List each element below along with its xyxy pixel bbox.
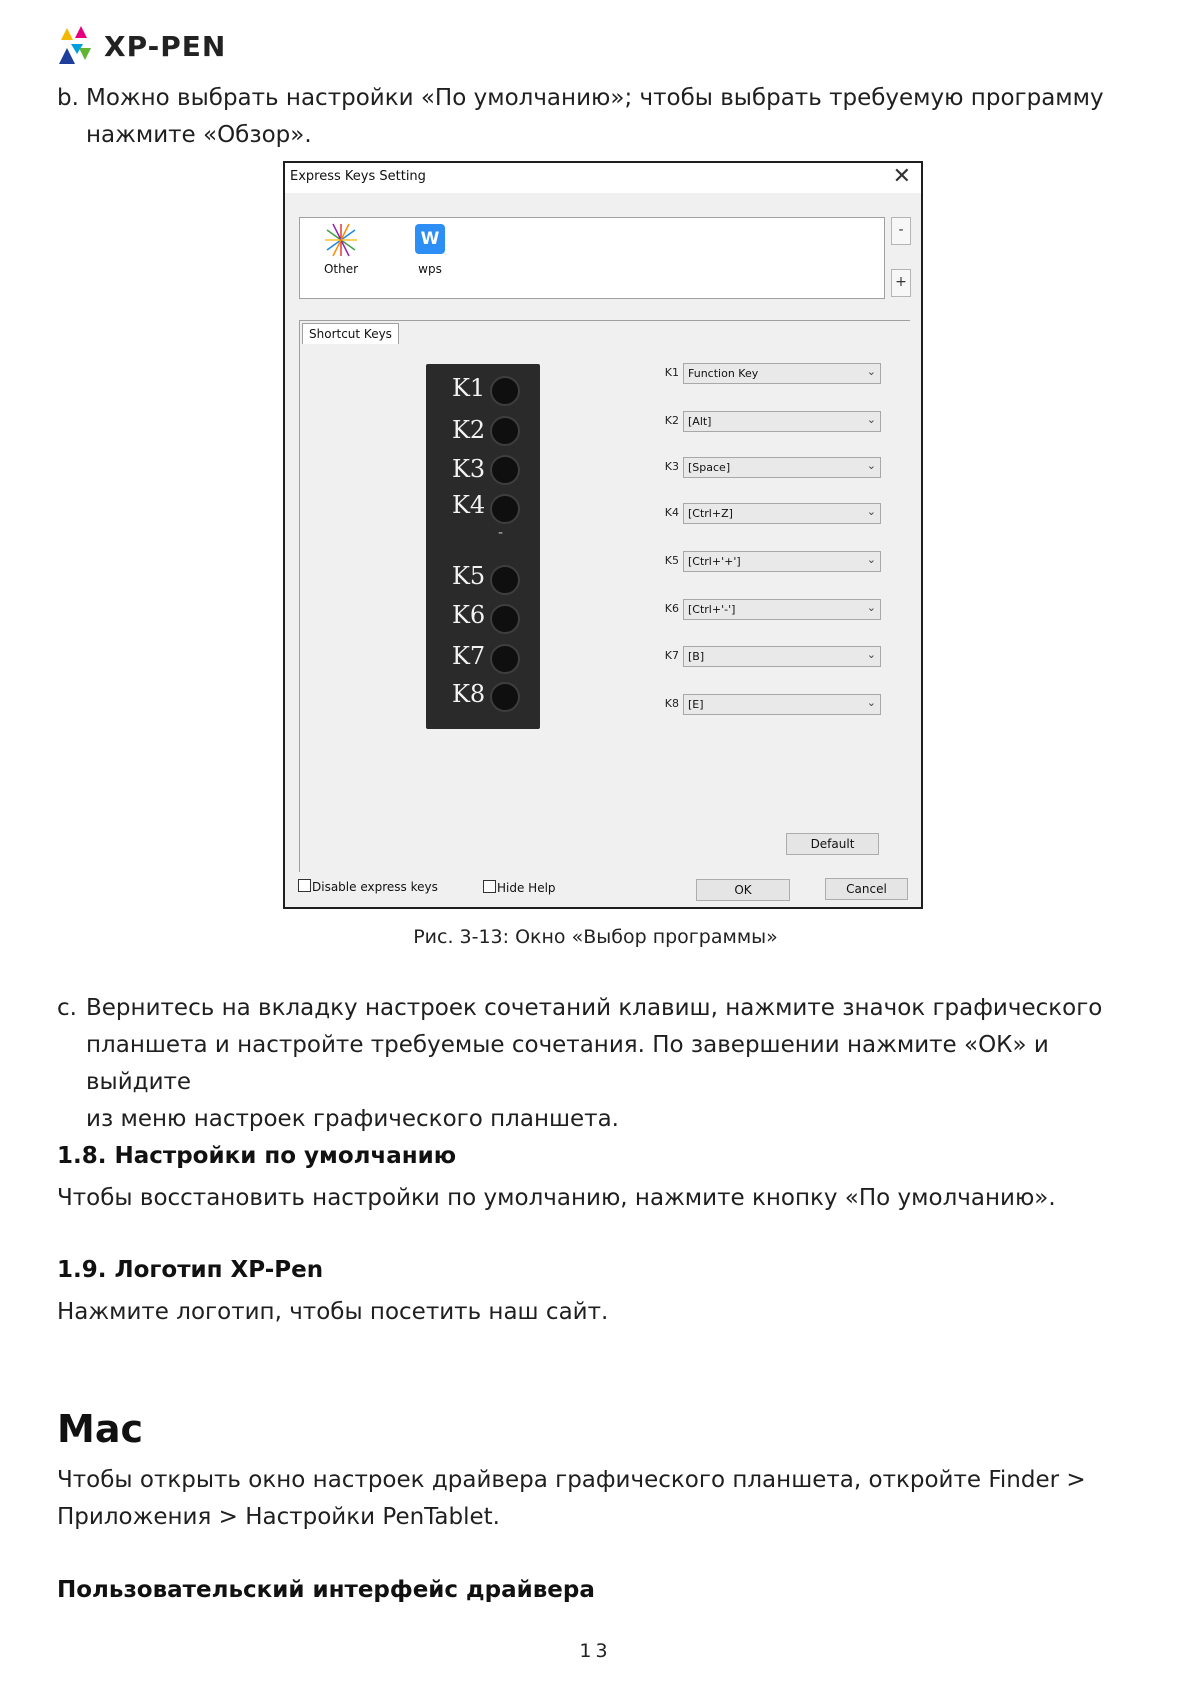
item-c-line-3: из меню настроек графического планшета.: [86, 1106, 619, 1132]
chevron-down-icon: ⌄: [866, 696, 876, 709]
chevron-down-icon: ⌄: [866, 413, 876, 426]
keypad-label-k3: K3: [452, 455, 486, 483]
list-marker: b.: [57, 85, 79, 111]
key-select-k7[interactable]: [683, 646, 881, 667]
express-keys-dialog: [283, 161, 923, 909]
default-button[interactable]: Default: [786, 833, 879, 855]
chevron-down-icon: ⌄: [866, 505, 876, 518]
key-select-value: [Alt]: [688, 415, 712, 428]
app-list: [299, 217, 885, 299]
xp-pen-logo-text: XP-PEN: [104, 30, 227, 63]
chevron-down-icon: ⌄: [866, 365, 876, 378]
chevron-down-icon: ⌄: [866, 648, 876, 661]
key-row-label: K2: [664, 414, 679, 427]
mac-line-2: Приложения > Настройки PenTablet.: [57, 1504, 500, 1530]
section-text-defaults: Чтобы восстановить настройки по умолчанию, нажмите кнопку «По умолчанию».: [57, 1185, 1056, 1211]
checkbox-label: Hide Help: [497, 881, 556, 895]
section-text-logo: Нажмите логотип, чтобы посетить наш сайт.: [57, 1299, 609, 1325]
other-icon: [321, 220, 361, 260]
keypad-label-k4: K4: [452, 491, 486, 519]
chevron-down-icon: ⌄: [866, 601, 876, 614]
key-select-value: [Ctrl+'+']: [688, 555, 741, 568]
checkbox-label: Disable express keys: [312, 880, 438, 894]
app-label: Other: [323, 262, 359, 276]
hide-help-checkbox[interactable]: [483, 880, 556, 895]
keypad-label-k1: K1: [452, 374, 486, 402]
key-row-label: K8: [664, 697, 679, 710]
item-b-line-1: Можно выбрать настройки «По умолчанию»; чтобы выбрать требуемую программу: [86, 85, 1104, 111]
close-icon[interactable]: ✕: [892, 164, 911, 189]
driver-ui-heading: Пользовательский интерфейс драйвера: [57, 1577, 595, 1603]
tab-shortcut-keys[interactable]: Shortcut Keys: [302, 323, 399, 344]
key-button-k6[interactable]: [490, 604, 520, 634]
wps-icon: W: [415, 224, 445, 254]
key-select-k1[interactable]: [683, 363, 881, 384]
key-select-value: Function Key: [688, 367, 759, 380]
section-heading-logo: 1.9. Логотип XP-Pen: [57, 1257, 324, 1283]
key-row-label: K1: [664, 366, 679, 379]
item-c-line-2: планшета и настройте требуемые сочетания. По завершении нажмите «ОК» и выйдите: [86, 1032, 1049, 1095]
list-item-c: [57, 990, 1137, 1138]
section-heading-defaults: 1.8. Настройки по умолчанию: [57, 1143, 457, 1169]
figure-caption: Рис. 3-13: Окно «Выбор программы»: [413, 926, 778, 948]
chevron-down-icon: ⌄: [866, 553, 876, 566]
key-button-k7[interactable]: [490, 644, 520, 674]
key-row-label: K6: [664, 602, 679, 615]
keypad-dash: -: [498, 525, 504, 541]
add-app-button[interactable]: +: [891, 269, 911, 297]
key-select-k8[interactable]: [683, 694, 881, 715]
keypad-label-k7: K7: [452, 642, 486, 670]
remove-app-button[interactable]: -: [891, 217, 911, 245]
checkbox-box[interactable]: [298, 879, 311, 892]
key-select-k4[interactable]: [683, 503, 881, 524]
key-select-k3[interactable]: [683, 457, 881, 478]
key-select-k6[interactable]: [683, 599, 881, 620]
item-c-line-1: Вернитесь на вкладку настроек сочетаний клавиш, нажмите значок графического: [86, 995, 1103, 1021]
cancel-button[interactable]: Cancel: [825, 878, 908, 900]
key-button-k2[interactable]: [490, 416, 520, 446]
mac-line-1: Чтобы открыть окно настроек драйвера графического планшета, откройте Finder >: [57, 1467, 1086, 1493]
key-button-k8[interactable]: [490, 682, 520, 712]
key-button-k1[interactable]: [490, 376, 520, 406]
key-select-k5[interactable]: [683, 551, 881, 572]
app-label: wps: [418, 262, 442, 276]
mac-text: [57, 1462, 1137, 1536]
item-b-line-2: нажмите «Обзор».: [86, 122, 312, 148]
keypad-label-k5: K5: [452, 562, 486, 590]
chevron-down-icon: ⌄: [866, 459, 876, 472]
xp-pen-logo-icon: [57, 20, 103, 66]
key-select-value: [Space]: [688, 461, 731, 474]
tablet-keypad[interactable]: [426, 364, 540, 729]
mac-heading: Mac: [57, 1407, 143, 1451]
dialog-titlebar: [285, 163, 921, 193]
list-item-b: [57, 80, 1137, 154]
list-marker: c.: [57, 995, 77, 1021]
tab-panel: [299, 320, 910, 872]
key-row-label: K4: [664, 506, 679, 519]
checkbox-box[interactable]: [483, 880, 496, 893]
key-select-value: [E]: [688, 698, 704, 711]
keypad-label-k6: K6: [452, 601, 486, 629]
key-row-label: K7: [664, 649, 679, 662]
key-row-label: K5: [664, 554, 679, 567]
key-select-value: [B]: [688, 650, 705, 663]
ok-button[interactable]: OK: [696, 879, 790, 901]
key-button-k4[interactable]: [490, 494, 520, 524]
key-button-k5[interactable]: [490, 565, 520, 595]
key-row-label: K3: [664, 460, 679, 473]
keypad-label-k8: K8: [452, 680, 486, 708]
key-select-k2[interactable]: [683, 411, 881, 432]
key-button-k3[interactable]: [490, 455, 520, 485]
disable-express-keys-checkbox[interactable]: [298, 879, 438, 894]
key-select-value: [Ctrl+'-']: [688, 603, 736, 616]
page-number: 13: [579, 1640, 612, 1662]
key-select-value: [Ctrl+Z]: [688, 507, 733, 520]
keypad-label-k2: K2: [452, 416, 486, 444]
dialog-title: Express Keys Setting: [290, 169, 426, 184]
